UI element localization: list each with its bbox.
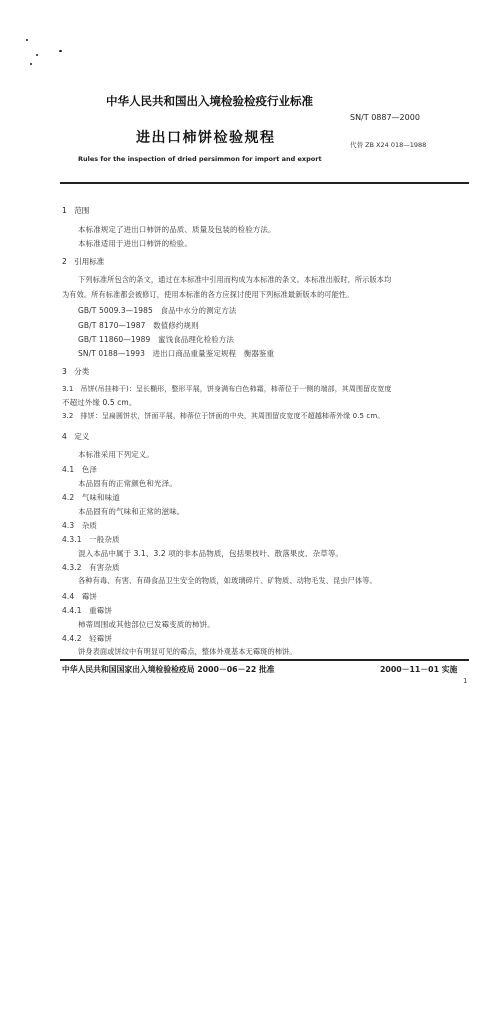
definition-text: 混入本品中属于 3.1、3.2 项的非本品物质，包括果枝叶、散落果皮、杂草等。 [78,549,344,558]
section-3-item: 3.1 吊饼(吊挂柿干)：呈长椭形，整形平展，饼身满布白色柿霜，柿蒂位于一侧的端部，其周围留皮宽度 [62,385,392,393]
replaces-note: 代替 ZB X24 018—1988 [350,141,427,149]
definition-term: 4.4.2 轻霉饼 [62,634,112,643]
definition-term: 4.4.1 重霉饼 [62,606,112,615]
definition-term: 4.3.1 一般杂质 [62,535,120,544]
definition-term: 4.3.2 有害杂质 [62,563,120,572]
section-4-heading: 4 定义 [62,432,90,441]
section-1-text: 本标准适用于进出口柿饼的检验。 [78,239,192,248]
definition-text: 柿蒂周围或其他部位已发霉变质的柿饼。 [78,620,215,629]
section-2-heading: 2 引用标准 [62,257,105,266]
section-2-text: 为有效。所有标准都会被修订，使用本标准的各方应探讨使用下列标准最新版本的可能性。 [62,290,354,299]
definition-text: 本品固有的正常颜色和光泽。 [78,479,177,488]
section-2-text: 下列标准所包含的条文，通过在本标准中引用而构成为本标准的条文。本标准出版时，所示版本均 [78,275,392,284]
header-rule [60,182,469,184]
section-1-heading: 1 范围 [62,206,90,215]
english-title: Rules for the inspection of dried persimmon for import and export [78,155,322,163]
reference-item: GB/T 11860—1989 蜜饯食品理化检验方法 [78,335,234,344]
scan-speck [59,50,62,52]
scan-speck [36,54,38,56]
section-3-item: 3.2 排饼：呈扁圆饼状，饼面平展，柿蒂位于饼面的中央，其周围留皮宽度不超越柿蒂外缘 0.5 cm。 [62,412,385,420]
definition-text: 本标准采用下列定义。 [78,450,154,459]
implementation-date: 2000－11－01 实施 [380,665,458,674]
definition-text: 饼身表面或饼纹中有明显可见的霉点，整体外观基本无霉斑的柿饼。 [78,647,297,656]
definition-text: 各种有毒、有害、有碍食品卫生安全的物质，如玻璃碎片、矿物质、动物毛发、昆虫尸体等。 [78,576,377,585]
scan-speck [30,63,32,65]
definition-term: 4.2 气味和味道 [62,493,120,502]
reference-item: SN/T 0188—1993 进出口商品重量鉴定规程 衡器鉴重 [78,349,275,358]
scan-speck [26,39,28,41]
section-3-heading: 3 分类 [62,367,90,376]
reference-item: GB/T 8170—1987 数值修约规则 [78,321,199,330]
section-3-item: 不超过外缘 0.5 cm。 [62,398,137,407]
section-1-text: 本标准规定了进出口柿饼的品质、质量及包装的检验方法。 [78,225,276,234]
footer-rule [60,659,469,661]
document-title: 进出口柿饼检验规程 [136,130,276,146]
reference-item: GB/T 5009.3—1985 食品中水分的测定方法 [78,306,237,315]
definition-text: 本品固有的气味和正常的滋味。 [78,507,185,516]
page-number: 1 [463,677,468,685]
definition-term: 4.1 色泽 [62,465,98,474]
approval-note: 中华人民共和国国家出入境检验检疫局 2000－06－22 批准 [62,665,275,674]
industry-standard-title: 中华人民共和国出入境检验检疫行业标准 [106,94,313,108]
standard-code: SN/T 0887—2000 [350,113,420,122]
definition-term: 4.4 霉饼 [62,592,98,601]
definition-term: 4.3 杂质 [62,521,98,530]
